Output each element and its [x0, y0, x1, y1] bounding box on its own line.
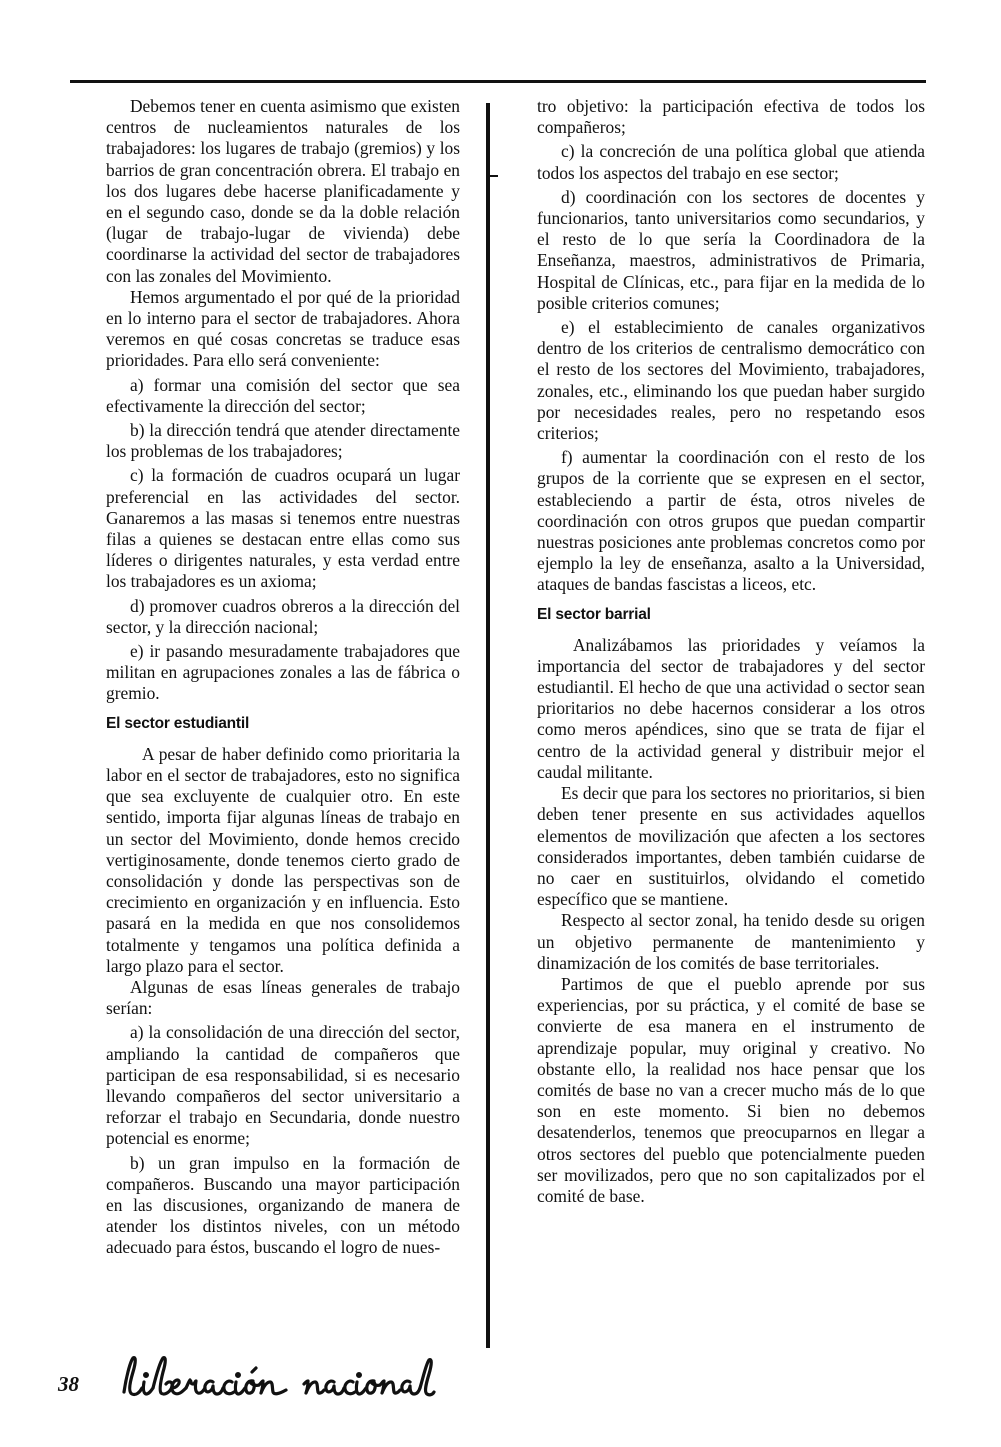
list-item: e) ir pasando mesuradamente trabajadores que militan en agrupaciones zonales a las de fábrica o gremio. — [106, 641, 460, 704]
paragraph: Respecto al sector zonal, ha tenido desde su origen un objetivo permanente de mantenimiento y dinamización de los comités de base territoriales. — [537, 910, 925, 973]
list-item: a) formar una comisión del sector que sea efectivamente la dirección del sector; — [106, 374, 460, 416]
paragraph: Hemos argumentado el por qué de la prioridad en lo interno para el sector de trabajadores. Ahora veremos en qué cosas concretas se traduce esas prioridades. Para ello será conveniente: — [106, 286, 460, 371]
list-item: d) promover cuadros obreros a la dirección del sector, y la dirección nacional; — [106, 595, 460, 637]
column-divider-mark — [486, 175, 498, 177]
list-item: e) el establecimiento de canales organizativos dentro de los criterios de centralismo democrático con el resto de los sectores del Movimiento, trabajadores, zonales, etc., eliminando los que puedan haber surgido por necesidades reales, pero no respetando esos criterios; — [537, 317, 925, 444]
paragraph: Algunas de esas líneas generales de trabajo serían: — [106, 976, 460, 1019]
column-divider — [486, 103, 490, 1348]
list-item: c) la concreción de una política global que atienda todos los aspectos del trabajo en ese sector; — [537, 141, 925, 183]
paragraph: A pesar de haber definido como prioritaria la labor en el sector de trabajadores, esto no significa que sea excluyente de cualquier otro. En este sentido, importa fijar algunas líneas de trabajo en un sector del Movimiento, donde hemos crecido vertiginosamente, donde tenemos cierto grado de consolidación y donde las perspectivas son de crecimiento en organización y en influencia. Esto pasará en la medida en que nos consolidemos totalmente y tengamos una política definida a largo plazo para el sector. — [106, 743, 460, 976]
section-heading-barrial: El sector barrial — [537, 605, 651, 623]
list-item: b) la dirección tendrá que atender directamente los problemas de los trabajadores; — [106, 420, 460, 462]
left-column — [106, 96, 460, 1259]
paragraph: Partimos de que el pueblo aprende por sus experiencias, por su práctica, y el comité de base se convierte de esa manera en el instrumento de aprendizaje popular, muy original y creativo. No obstante ello, la realidad nos hace pensar que los comités de base no van a crecer mucho más de lo que son en este momento. Si bien no debemos desatenderlos, tenemos que preocuparnos en llegar a otros sectores del pueblo que potencialmente pueden ser movilizados, pero que no son capitalizados por el comité de base. — [537, 973, 925, 1206]
paragraph: Debemos tener en cuenta asimismo que existen centros de nucleamientos naturales de los trabajadores: los lugares de trabajo (gremios) y los barrios de gran concentración obrera. El trabajo en los dos lugares debe hacerse planificadamente y en el segundo caso, donde se da la doble relación (lugar de trabajo-lugar de vivienda) debe coordinarse la actividad del sector de trabajadores con las zonales del Movimiento. — [106, 96, 460, 286]
paragraph: Es decir que para los sectores no prioritarios, si bien deben tener presente en sus actividades aquellos elementos de movilización que afecten a los sectores considerados importantes, deben también cuidarse de no caer en sustituirlos, olvidando el cometido específico que se mantiene. — [537, 783, 925, 910]
list-item: f) aumentar la coordinación con el resto de los grupos de la corriente que se expresen en el sector, estableciendo a partir de ésta, otros niveles de coordinación con otros grupos que puedan compartir nuestras posiciones ante problemas concretos como por ejemplo la ley de enseñanza, asalto a la Universidad, ataques de bandas fascistas a liceos, etc. — [537, 447, 925, 595]
paragraph: Analizábamos las prioridades y veíamos la importancia del sector de trabajadores y del sector estudiantil. El hecho de que una actividad o sector sean prioritarios no debe hacernos considerar a los otros como meros apéndices, sino que se trata de fijar el centro de la actividad general y distribuir mejor el caudal militante. — [537, 634, 925, 782]
list-item: b) un gran impulso en la formación de compañeros. Buscando una mayor participación en las discusiones, organizando de manera de atender los distintos niveles, con un método adecuado para éstos, buscando el logro de nues- — [106, 1152, 460, 1258]
list-item: a) la consolidación de una dirección del sector, ampliando la cantidad de compañeros que participan de esa responsabilidad, si es necesario llevando compañeros del sector universitario a reforzar el trabajo en Secundaria, donde nuestro potencial es enorme; — [106, 1022, 460, 1149]
paragraph: tro objetivo: la participación efectiva de todos los compañeros; — [537, 96, 925, 138]
right-column — [537, 96, 925, 1207]
masthead-logo — [116, 1348, 436, 1418]
section-heading-estudiantil: El sector estudiantil — [106, 714, 250, 732]
list-item: c) la formación de cuadros ocupará un lugar preferencial en las actividades del sector. Ganaremos a las masas si tenemos entre nuestras filas a quienes se destacan entre ellas como sus líderes o dirigentes naturales, y esta verdad entre los trabajadores es un axioma; — [106, 465, 460, 592]
page-number: 38 — [58, 1372, 79, 1396]
top-rule — [70, 80, 926, 83]
list-item: d) coordinación con los sectores de docentes y funcionarios, tanto universitarios como secundarios, y el resto de lo que sería la Coordinadora de la Enseñanza, maestros, administrativos de Primaria, Hospital de Clínicas, etc., para fijar en la medida de lo posible criterios comunes; — [537, 186, 925, 313]
